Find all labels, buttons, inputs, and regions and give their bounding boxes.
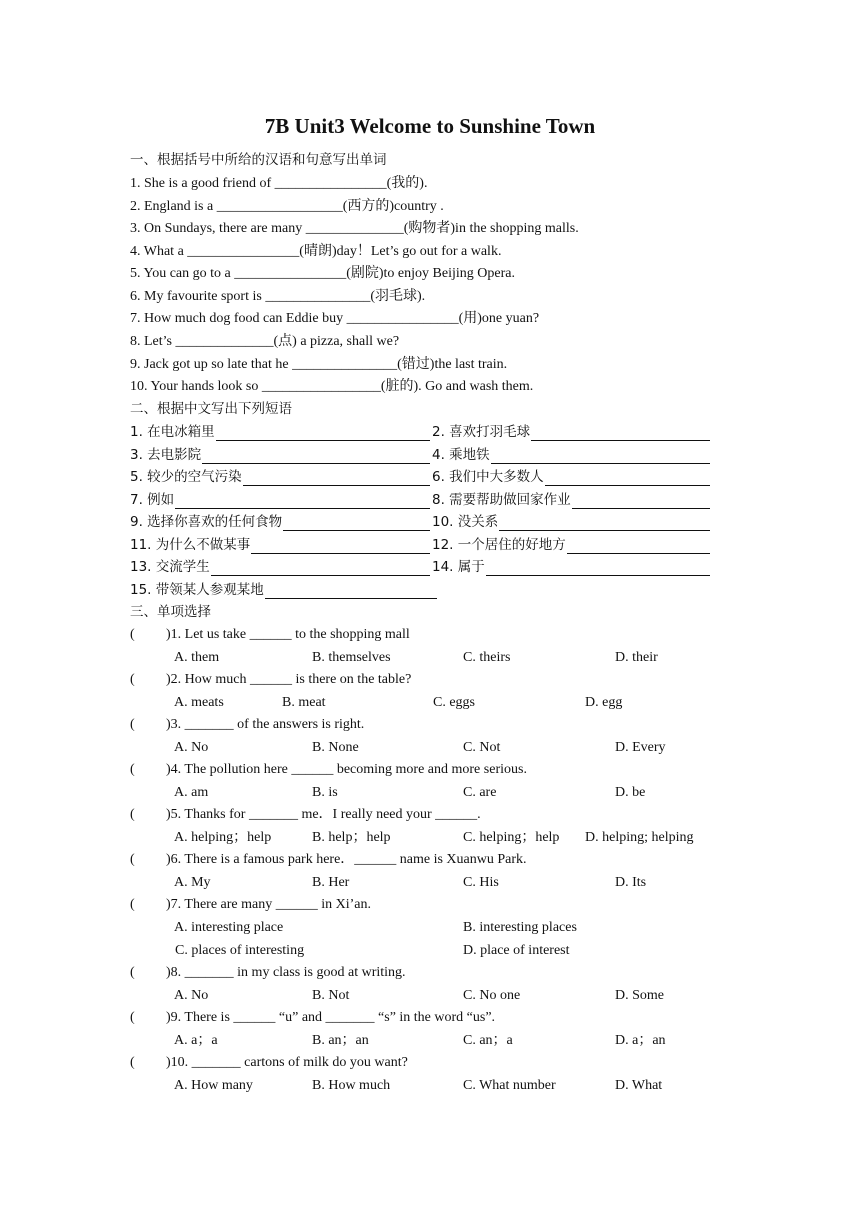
answer-line bbox=[251, 538, 430, 554]
phrase-label: 15. 带领某人参观某地 bbox=[130, 582, 264, 598]
answer-paren: ( bbox=[130, 762, 135, 777]
phrase-item bbox=[432, 446, 710, 464]
phrase-label: 11. 为什么不做某事 bbox=[130, 537, 251, 553]
option: B. is bbox=[312, 785, 338, 800]
option: D. Every bbox=[615, 740, 666, 755]
phrase-item bbox=[130, 536, 430, 554]
answer-paren: ( bbox=[130, 672, 135, 687]
answer-line bbox=[211, 560, 430, 576]
option: C. theirs bbox=[463, 650, 511, 665]
question-stem bbox=[130, 964, 406, 982]
answer-line bbox=[572, 493, 710, 509]
phrase-label: 10. 没关系 bbox=[432, 514, 499, 530]
answer-line bbox=[531, 425, 710, 441]
option: C. helping；help bbox=[463, 830, 560, 845]
phrase-label: 4. 乘地铁 bbox=[432, 447, 490, 463]
question-text: )4. The pollution here ______ becoming more and more serious. bbox=[166, 762, 527, 777]
option: B. help；help bbox=[312, 830, 391, 845]
answer-line bbox=[265, 583, 437, 599]
option: D. be bbox=[615, 785, 646, 800]
phrase-item bbox=[432, 558, 710, 576]
phrase-label: 1. 在电冰箱里 bbox=[130, 424, 215, 440]
option: A. My bbox=[174, 875, 211, 890]
question-text: )9. There is ______ “u” and _______ “s” in the word “us”. bbox=[166, 1010, 496, 1025]
answer-paren: ( bbox=[130, 897, 135, 912]
option: D. Its bbox=[615, 875, 647, 890]
question-stem bbox=[130, 806, 481, 824]
question-stem bbox=[130, 626, 410, 644]
question-stem bbox=[130, 851, 527, 869]
fill-item: 1. She is a good friend of ________________(我的). bbox=[130, 176, 428, 191]
fill-item: 6. My favourite sport is _______________(羽毛球). bbox=[130, 289, 426, 304]
question-stem bbox=[130, 761, 527, 779]
answer-line bbox=[567, 538, 710, 554]
answer-line bbox=[486, 560, 710, 576]
option: C. Not bbox=[463, 740, 501, 755]
option: C. are bbox=[463, 785, 497, 800]
fill-item: 3. On Sundays, there are many ______________(购物者)in the shopping malls. bbox=[130, 221, 579, 236]
phrase-label: 3. 去电影院 bbox=[130, 447, 202, 463]
phrase-item bbox=[130, 468, 430, 486]
option: C. an；a bbox=[463, 1033, 513, 1048]
option: B. How much bbox=[312, 1078, 391, 1093]
answer-paren: ( bbox=[130, 852, 135, 867]
option: A. interesting place bbox=[174, 920, 284, 935]
phrase-label: 13. 交流学生 bbox=[130, 559, 210, 575]
section3-heading: 三、单项选择 bbox=[130, 604, 211, 620]
phrase-label: 8. 需要帮助做回家作业 bbox=[432, 492, 571, 508]
option: D. egg bbox=[585, 695, 623, 710]
phrase-item bbox=[130, 423, 430, 441]
phrase-label: 9. 选择你喜欢的任何食物 bbox=[130, 514, 283, 530]
phrase-item bbox=[432, 491, 710, 509]
phrase-item bbox=[130, 446, 430, 464]
question-text: )3. _______ of the answers is right. bbox=[166, 717, 365, 732]
answer-paren: ( bbox=[130, 1055, 135, 1070]
fill-item: 2. England is a __________________(西方的)country . bbox=[130, 199, 444, 214]
phrase-item bbox=[432, 423, 710, 441]
phrase-label: 7. 例如 bbox=[130, 492, 175, 508]
option: C. places of interesting bbox=[175, 943, 305, 958]
option: B. Not bbox=[312, 988, 350, 1003]
section1-heading: 一、根据括号中所给的汉语和句意写出单词 bbox=[130, 152, 387, 168]
answer-paren: ( bbox=[130, 717, 135, 732]
option: D. a；an bbox=[615, 1033, 666, 1048]
question-text: )10. _______ cartons of milk do you want? bbox=[166, 1055, 408, 1070]
option: A. No bbox=[174, 740, 209, 755]
answer-line bbox=[175, 493, 430, 509]
phrase-label: 14. 属于 bbox=[432, 559, 485, 575]
option: C. What number bbox=[463, 1078, 556, 1093]
option: B. an；an bbox=[312, 1033, 369, 1048]
option: A. How many bbox=[174, 1078, 253, 1093]
answer-paren: ( bbox=[130, 627, 135, 642]
fill-item: 10. Your hands look so _________________(脏的). Go and wash them. bbox=[130, 379, 534, 394]
fill-item: 7. How much dog food can Eddie buy ________________(用)one yuan? bbox=[130, 311, 540, 326]
phrase-item bbox=[130, 558, 430, 576]
option: A. No bbox=[174, 988, 209, 1003]
phrase-item bbox=[432, 536, 710, 554]
phrase-label: 6. 我们中大多数人 bbox=[432, 469, 544, 485]
option: D. Some bbox=[615, 988, 664, 1003]
option: B. Her bbox=[312, 875, 350, 890]
answer-line bbox=[216, 425, 430, 441]
fill-item: 8. Let’s ______________(点) a pizza, shall we? bbox=[130, 334, 400, 349]
phrase-label: 2. 喜欢打羽毛球 bbox=[432, 424, 531, 440]
option: D. What bbox=[615, 1078, 663, 1093]
answer-line bbox=[283, 515, 430, 531]
option: B. None bbox=[312, 740, 359, 755]
fill-item: 5. You can go to a ________________(剧院)to enjoy Beijing Opera. bbox=[130, 266, 515, 281]
question-stem bbox=[130, 1009, 495, 1027]
option: D. their bbox=[615, 650, 658, 665]
question-text: )1. Let us take ______ to the shopping mall bbox=[166, 627, 410, 642]
option: A. meats bbox=[174, 695, 224, 710]
answer-line bbox=[545, 470, 710, 486]
phrase-label: 12. 一个居住的好地方 bbox=[432, 537, 566, 553]
answer-line bbox=[202, 448, 430, 464]
answer-line bbox=[243, 470, 430, 486]
answer-paren: ( bbox=[130, 965, 135, 980]
answer-line bbox=[499, 515, 710, 531]
option: C. No one bbox=[463, 988, 521, 1003]
fill-item: 9. Jack got up so late that he _______________(错过)the last train. bbox=[130, 357, 508, 372]
option: B. interesting places bbox=[463, 920, 577, 935]
question-text: )7. There are many ______ in Xi’an. bbox=[166, 897, 372, 912]
phrase-item bbox=[432, 513, 710, 531]
question-stem bbox=[130, 716, 364, 734]
section2-heading: 二、根据中文写出下列短语 bbox=[130, 401, 292, 417]
option: A. am bbox=[174, 785, 209, 800]
answer-paren: ( bbox=[130, 1010, 135, 1025]
question-stem bbox=[130, 896, 371, 914]
question-text: )8. _______ in my class is good at writing. bbox=[166, 965, 406, 980]
option: A. a；a bbox=[174, 1033, 218, 1048]
question-text: )2. How much ______ is there on the table? bbox=[166, 672, 412, 687]
option: C. His bbox=[463, 875, 499, 890]
option: C. eggs bbox=[433, 695, 475, 710]
option: B. meat bbox=[282, 695, 326, 710]
question-stem bbox=[130, 1054, 408, 1072]
answer-line bbox=[491, 448, 710, 464]
fill-item: 4. What a ________________(晴朗)day！Let’s go out for a walk. bbox=[130, 244, 502, 259]
phrase-item bbox=[130, 581, 437, 599]
page-title: 7B Unit3 Welcome to Sunshine Town bbox=[264, 114, 596, 138]
option: A. them bbox=[174, 650, 220, 665]
option: D. helping; helping bbox=[585, 830, 694, 845]
option: A. helping；help bbox=[174, 830, 272, 845]
question-stem bbox=[130, 671, 411, 689]
answer-paren: ( bbox=[130, 807, 135, 822]
option: D. place of interest bbox=[463, 943, 570, 958]
phrase-item bbox=[432, 468, 710, 486]
phrase-item bbox=[130, 513, 430, 531]
question-text: )5. Thanks for _______ me．I really need your ______. bbox=[166, 807, 481, 822]
option: B. themselves bbox=[312, 650, 391, 665]
phrase-item bbox=[130, 491, 430, 509]
phrase-label: 5. 较少的空气污染 bbox=[130, 469, 242, 485]
question-text: )6. There is a famous park here．______ name is Xuanwu Park. bbox=[166, 852, 527, 867]
